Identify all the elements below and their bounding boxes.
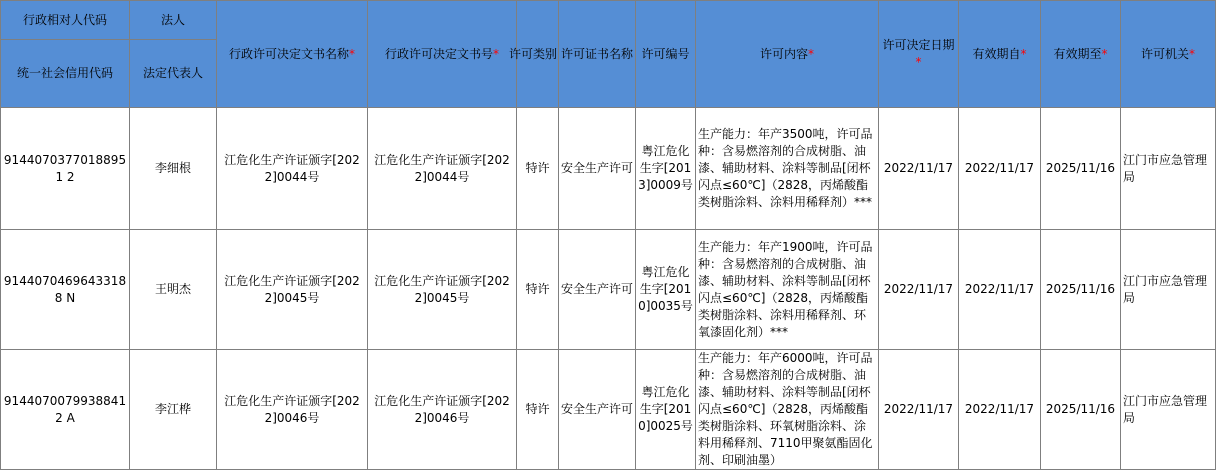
header-admin-code[interactable]: 行政相对人代码 — [1, 1, 130, 40]
header-valid-from-label: 有效期自 — [972, 46, 1021, 61]
valid-to-cell[interactable]: 2025/11/16 — [1041, 350, 1121, 470]
header-authority[interactable] — [1121, 1, 1216, 108]
required-mark: * — [1101, 46, 1108, 61]
required-mark: * — [915, 55, 922, 69]
type-cell[interactable]: 特许 — [517, 230, 559, 350]
header-content-label: 许可内容 — [759, 46, 808, 61]
cert-name-cell[interactable]: 安全生产许可 — [559, 230, 636, 350]
table-row[interactable] — [1, 230, 1216, 350]
doc-no-cell[interactable]: 江危化生产许证颁字[2022]0044号 — [368, 108, 517, 230]
required-mark: * — [1020, 46, 1027, 61]
header-decision-date[interactable] — [879, 1, 959, 108]
header-credit-code[interactable]: 统一社会信用代码 — [1, 40, 130, 108]
legal-rep-cell[interactable]: 李细根 — [130, 108, 217, 230]
authority-cell[interactable]: 江门市应急管理局 — [1121, 350, 1216, 470]
required-mark: * — [808, 46, 814, 61]
header-content[interactable] — [696, 1, 879, 108]
valid-from-cell[interactable]: 2022/11/17 — [959, 230, 1041, 350]
header-valid-to-label: 有效期至 — [1053, 46, 1102, 61]
header-doc-name-label: 行政许可决定文书名称 — [228, 46, 349, 61]
cert-name-cell[interactable]: 安全生产许可 — [559, 350, 636, 470]
doc-name-cell[interactable]: 江危化生产许证颁字[2022]0046号 — [217, 350, 368, 470]
valid-to-cell[interactable]: 2025/11/16 — [1041, 230, 1121, 350]
valid-from-cell[interactable]: 2022/11/17 — [959, 108, 1041, 230]
authority-cell[interactable]: 江门市应急管理局 — [1121, 230, 1216, 350]
required-mark: * — [349, 46, 355, 61]
type-cell[interactable]: 特许 — [517, 108, 559, 230]
header-type[interactable] — [509, 1, 559, 108]
doc-name-cell[interactable]: 江危化生产许证颁字[2022]0044号 — [217, 108, 368, 230]
license-no-cell[interactable]: 粤江危化生字[2013]0009号 — [636, 108, 696, 230]
header-cert-name[interactable]: 许可证书名称 — [559, 1, 636, 108]
cert-name-cell[interactable]: 安全生产许可 — [559, 108, 636, 230]
header-doc-no-label: 行政许可决定文书号 — [384, 46, 493, 61]
authority-cell[interactable]: 江门市应急管理局 — [1121, 108, 1216, 230]
type-cell[interactable]: 特许 — [517, 350, 559, 470]
valid-from-cell[interactable]: 2022/11/17 — [959, 350, 1041, 470]
required-mark: * — [1189, 46, 1195, 61]
required-mark: * — [493, 46, 499, 61]
doc-no-cell[interactable]: 江危化生产许证颁字[2022]0045号 — [368, 230, 517, 350]
content-cell[interactable]: 生产能力：年产1900吨，许可品种：含易燃溶剂的合成树脂、油漆、辅助材料、涂料等制品[闭杯闪点≤60℃]（2828，丙烯酸酯类树脂涂料、涂料用稀释剂、环氧漆固化剂）*** — [696, 230, 879, 350]
header-valid-from[interactable] — [959, 1, 1041, 108]
valid-to-cell[interactable]: 2025/11/16 — [1041, 108, 1121, 230]
header-license-no[interactable]: 许可编号 — [636, 1, 696, 108]
header-doc-name[interactable] — [217, 1, 368, 108]
credit-code-cell[interactable]: 91440704696433188 N — [1, 230, 130, 350]
credit-code-cell[interactable]: 91440700799388412 A — [1, 350, 130, 470]
table-row[interactable] — [1, 350, 1216, 470]
header-legal-person[interactable]: 法人 — [130, 1, 217, 40]
header-authority-label: 许可机关 — [1140, 46, 1189, 61]
credit-code-cell[interactable]: 91440703770188951 2 — [1, 108, 130, 230]
header-doc-no[interactable] — [368, 1, 517, 108]
legal-rep-cell[interactable]: 王明杰 — [130, 230, 217, 350]
table-row[interactable] — [1, 108, 1216, 230]
license-no-cell[interactable]: 粤江危化生字[2010]0035号 — [636, 230, 696, 350]
header-valid-to[interactable] — [1041, 1, 1121, 108]
license-no-cell[interactable]: 粤江危化生字[2010]0025号 — [636, 350, 696, 470]
legal-rep-cell[interactable]: 李江桦 — [130, 350, 217, 470]
header-type-label: 许可类别 — [509, 46, 558, 61]
decision-date-cell[interactable]: 2022/11/17 — [879, 350, 959, 470]
decision-date-cell[interactable]: 2022/11/17 — [879, 230, 959, 350]
doc-name-cell[interactable]: 江危化生产许证颁字[2022]0045号 — [217, 230, 368, 350]
content-cell[interactable]: 生产能力：年产3500吨，许可品种：含易燃溶剂的合成树脂、油漆、辅助材料、涂料等制品[闭杯闪点≤60℃]（2828，丙烯酸酯类树脂涂料、涂料用稀释剂）*** — [696, 108, 879, 230]
content-cell[interactable]: 生产能力：年产6000吨，许可品种：含易燃溶剂的合成树脂、油漆、辅助材料、涂料等制品[闭杯闪点≤60℃]（2828，丙烯酸酯类树脂涂料、环氧树脂涂料、涂料用稀释剂、7110甲聚氨酯固化剂、印刷油墨） — [696, 350, 879, 470]
doc-no-cell[interactable]: 江危化生产许证颁字[2022]0046号 — [368, 350, 517, 470]
header-decision-date-label: 许可决定日期 — [882, 38, 955, 52]
header-legal-rep[interactable]: 法定代表人 — [130, 40, 217, 108]
decision-date-cell[interactable]: 2022/11/17 — [879, 108, 959, 230]
